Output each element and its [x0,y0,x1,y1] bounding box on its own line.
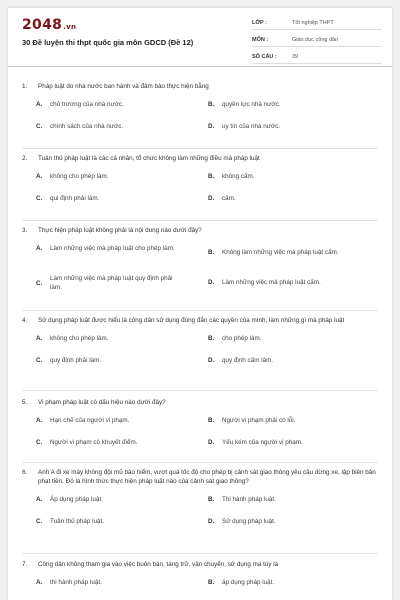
question-7: 7. Công dân không tham gia vào việc buôn bán, tàng trữ, vận chuyển, sử dụng ma túy là A. thi hành pháp luật. B. áp dụng pháp luật. [22,560,378,592]
option-b[interactable]: B. áp dụng pháp luật. [208,579,275,586]
document-page [8,8,392,600]
question-5: 5. Vi phạm pháp luật có dấu hiệu nào dưới đây? A. Hạn chế của người vi phạm. B. Người vi phạm phải có lỗi. C. Người vi phạm có khuyết điểm. D. Yếu kém của người vi phạm. [22,398,378,458]
option-c[interactable]: C. quy định phải làm. [36,357,102,364]
option-a[interactable]: A. không cho phép làm. [36,173,109,180]
document-header [8,8,392,67]
question-3: 3. Thực hiện pháp luật không phải là nội dung nào dưới đây? A. Làm những việc mà pháp luật cho phép làm. B. Không làm những việc mà pháp luật cấm. C. Làm những việc mà pháp luật quy định phải làm. D. Làm những việc mà pháp luật cấm. [22,226,378,306]
option-c[interactable]: C. qui định phải làm. [36,195,100,202]
exam-title: 30 Đề luyện thi thpt quốc gia môn GDCD (Đề 12) [22,38,194,47]
option-a[interactable]: A. Làm những việc mà pháp luật cho phép làm. [36,245,175,252]
divider [22,390,378,391]
option-a[interactable]: A. Hạn chế của người vi phạm. [36,417,130,424]
info-row-subject: MÔN : Giáo dục công dân [252,33,382,47]
site-logo[interactable]: 2048.vn [22,17,77,33]
option-c[interactable]: C. Làm những việc mà pháp luật quy định phải làm. [36,275,173,291]
divider [22,148,378,149]
option-d[interactable]: D. uy tín của nhà nước. [208,123,281,130]
option-c[interactable]: C. chính sách của nhà nước. [36,123,124,130]
divider [22,553,378,554]
option-d[interactable]: D. Yếu kém của người vi phạm. [208,439,303,446]
info-row-class: LỚP : Tốt nghiệp THPT [252,16,382,30]
option-b[interactable]: B. Không làm những việc mà pháp luật cấm. [208,249,339,256]
question-6: 6. Anh A đi xe máy không đội mũ bảo hiểm, vượt quá tốc độ cho phép bị cảnh sát giao thông yêu cầu dừng xe, lập biên bản phạt tiền. Đó là hình thức thực hiện pháp luật nào của cảnh sát giao thông? A. Áp dụng pháp luật. B. Thi hành pháp luật. C. Tuân thủ pháp luật. D. Sử dụng pháp luật. [22,469,376,525]
option-b[interactable]: B. không cấm. [208,173,255,180]
option-a[interactable]: A. chủ trương của nhà nước. [36,101,124,108]
divider [22,462,378,463]
option-a[interactable]: A. không cho phép làm. [36,335,109,342]
question-2: 2. Tuân thủ pháp luật là các cá nhân, tổ chức không làm những điều mà pháp luật A. không cho phép làm. B. không cấm. C. qui định phải làm. D. cấm. [22,154,378,214]
option-d[interactable]: D. Làm những việc mà pháp luật cấm. [208,279,321,286]
option-a[interactable]: A. Áp dụng pháp luật. [36,496,103,503]
option-d[interactable]: D. quy định cấm làm. [208,357,274,364]
option-d[interactable]: D. Sử dụng pháp luật. [208,518,276,525]
divider [22,310,378,311]
option-a[interactable]: A. thi hành pháp luật. [36,579,102,586]
option-b[interactable]: B. Người vi phạm phải có lỗi. [208,417,296,424]
option-c[interactable]: C. Tuân thủ pháp luật. [36,518,105,525]
option-b[interactable]: B. quyền lực nhà nước. [208,101,281,108]
info-row-count: SỐ CÂU : 39 [252,50,382,64]
exam-info [252,16,382,67]
question-4: 4. Sử dụng pháp luật được hiểu là công dân sử dụng đúng đắn các quyền của mình, làm những gì mà pháp luật A. không cho phép làm. B. cho phép làm. C. quy định phải làm. D. quy định cấm làm. [22,316,378,376]
option-d[interactable]: D. cấm. [208,195,236,202]
question-1: 1. Pháp luật do nhà nước ban hành và đảm bảo thực hiện bằng A. chủ trương của nhà nước. B. quyền lực nhà nước. C. chính sách của nhà nước. D. uy tín của nhà nước. [22,82,378,142]
divider [22,220,378,221]
option-b[interactable]: B. cho phép làm. [208,335,262,342]
option-b[interactable]: B. Thi hành pháp luật. [208,496,276,503]
option-c[interactable]: C. Người vi phạm có khuyết điểm. [36,439,138,446]
